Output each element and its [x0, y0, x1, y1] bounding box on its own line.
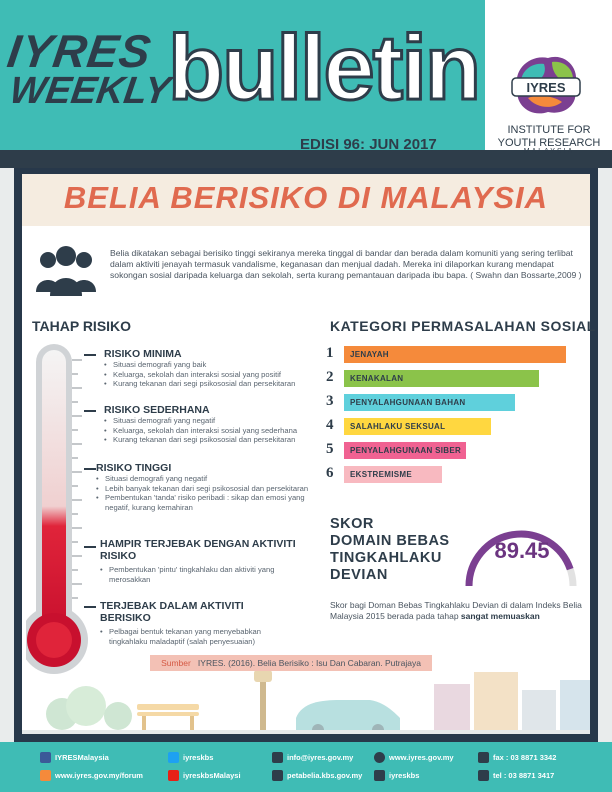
risk-level-title: RISIKO MINIMA	[104, 348, 182, 360]
risk-marker-1	[84, 354, 96, 356]
risk-heading: TAHAP RISIKO	[32, 318, 132, 334]
score-heading-line-3: TINGKAHLAKU	[330, 550, 442, 566]
risk-item: • Kurang tekanan dari segi psikososial dan persekitaran	[104, 379, 314, 389]
footer-petabelia[interactable]	[272, 770, 362, 781]
category-bar	[344, 370, 539, 387]
risk-item: • Situasi demografi yang baik	[104, 360, 314, 370]
score-heading	[330, 516, 470, 584]
risk-item: • Keluarga, sekolah dan interaksi sosial yang positif	[104, 370, 314, 380]
score-heading-line-1: SKOR	[330, 516, 374, 532]
risk-level-2	[104, 404, 314, 445]
category-label: PENYALAHGUNAAN BAHAN	[350, 398, 466, 407]
footer-email-label: info@iyres.gov.my	[287, 753, 354, 762]
score-heading-line-4: DEVIAN	[330, 567, 388, 583]
footer-facebook[interactable]	[40, 752, 109, 763]
edition-label: EDISI 96: JUN 2017	[300, 136, 437, 153]
risk-item: • Pembentukan 'pintu' tingkahlaku dan aktiviti yang merosakkan	[100, 565, 300, 584]
intro-paragraph: Belia dikatakan sebagai berisiko tinggi sekiranya mereka tinggal di bandar dan berada dalam komuniti yang sering terlibat dalam aktiviti jenayah termasuk vandalisme, keganasan dan menjual dadah. Mereka ini dilaporkan kurang mendapat sokongan sosial daripada keluarga dan sekolah, serta kurang pemantauan daripada ibu bapa. ( Swahn dan Bossarte,2009 )	[110, 248, 582, 280]
risk-marker-3	[84, 468, 96, 470]
risk-level-title: HAMPIR TERJEBAK DENGAN AKTIVITI RISIKO	[100, 538, 296, 562]
institute-line-2: YOUTH RESEARCH	[497, 137, 601, 149]
risk-item: • Lebih banyak tekanan dari segi psikososial dan persekitaran	[96, 484, 310, 494]
logo-wordmark: IYRES	[526, 80, 566, 95]
people-icon	[34, 244, 98, 296]
youtube-icon	[168, 770, 179, 781]
score-heading-line-2: DOMAIN BEBAS	[330, 533, 450, 549]
footer-twitter[interactable]	[168, 752, 213, 763]
source-text: IYRES. (2016). Belia Berisiko : Isu Dan Cabaran. Putrajaya	[197, 658, 421, 668]
risk-item: • Pembentukan 'tanda' risiko peribadi : sikap dan emosi yang negatif, kurang kemahiran	[96, 493, 310, 512]
risk-marker-4	[84, 546, 96, 548]
footer-web[interactable]	[374, 752, 454, 763]
footer	[0, 742, 612, 792]
risk-item: • Keluarga, sekolah dan interaksi sosial yang sederhana	[104, 426, 314, 436]
category-label: EKSTREMISME	[350, 470, 412, 479]
footer-youtube-label: iyreskbsMalaysi	[183, 771, 241, 780]
footer-facebook-label: IYRESMalaysia	[55, 753, 109, 762]
footer-fax	[478, 752, 556, 763]
footer-tel	[478, 770, 554, 781]
footer-forum[interactable]	[40, 770, 143, 781]
risk-item: • Pelbagai bentuk tekanan yang menyebabkan tingkahlaku maladaptif (salah penyesuaian)	[100, 627, 296, 646]
footer-email[interactable]	[272, 752, 353, 763]
category-rank: 2	[326, 369, 334, 385]
institute-country: MALAYSIA	[523, 148, 575, 155]
globe-icon	[374, 752, 385, 763]
footer-twitter-label: iyreskbs	[183, 753, 214, 762]
forum-icon	[40, 770, 51, 781]
risk-level-title: RISIKO TINGGI	[96, 462, 172, 474]
score-description-strong: sangat memuaskan	[460, 611, 540, 621]
source-citation	[150, 655, 432, 671]
footer-forum-label: www.iyres.gov.my/forum	[55, 771, 143, 780]
categories-heading: KATEGORI PERMASALAHAN SOSIAL	[330, 318, 596, 334]
score-description-text: Skor bagi Doman Bebas Tingkahlaku Devian di dalam Indeks Belia Malaysia 2015 berada pada tahap	[330, 600, 582, 621]
risk-level-title: TERJEBAK DALAM AKTIVITI BERISIKO	[100, 600, 244, 624]
footer-fax-label: fax : 03 8871 3342	[493, 753, 557, 762]
institute-name	[494, 124, 604, 150]
footer-tel-label: tel : 03 8871 3417	[493, 771, 555, 780]
risk-level-3	[96, 462, 310, 512]
footer-web-label: www.iyres.gov.my	[389, 753, 454, 762]
category-label: PENYALAHGUNAAN SIBER	[350, 446, 462, 455]
risk-level-title: RISIKO SEDERHANA	[104, 404, 210, 416]
brand-iyres: IYRES	[4, 25, 155, 77]
risk-level-5	[100, 600, 296, 646]
category-label: KENAKALAN	[350, 374, 404, 383]
category-bar	[344, 346, 566, 363]
category-bar	[344, 466, 442, 483]
footer-petabelia-label: petabelia.kbs.gov.my	[287, 771, 363, 780]
facebook-icon	[40, 752, 51, 763]
page-title: BELIA BERISIKO DI MALAYSIA	[63, 180, 549, 215]
risk-marker-5	[84, 606, 96, 608]
risk-item: • Kurang tekanan dari segi psikososial dan persekitaran	[104, 435, 314, 445]
category-bar	[344, 418, 491, 435]
risk-marker-2	[84, 410, 96, 412]
fax-icon	[478, 752, 489, 763]
category-label: JENAYAH	[350, 350, 389, 359]
category-bar	[344, 394, 515, 411]
risk-level-1	[104, 348, 314, 389]
category-rank: 5	[326, 441, 334, 457]
brand-weekly: WEEKLY	[7, 70, 173, 112]
footer-instagram-label: iyreskbs	[389, 771, 420, 780]
footer-instagram[interactable]	[374, 770, 419, 781]
category-rank: 4	[326, 417, 334, 433]
category-rank: 3	[326, 393, 334, 409]
thermometer-icon	[26, 340, 96, 680]
petabelia-icon	[272, 770, 283, 781]
phone-icon	[478, 770, 489, 781]
risk-item: • Situasi demografi yang negatif	[104, 416, 314, 426]
email-icon	[272, 752, 283, 763]
instagram-icon	[374, 770, 385, 781]
categories-chart	[326, 346, 586, 496]
score-value: 89.45	[494, 538, 550, 563]
footer-youtube[interactable]	[168, 770, 241, 781]
category-rank: 1	[326, 345, 334, 361]
source-label: Sumber	[161, 658, 191, 668]
twitter-icon	[168, 752, 179, 763]
category-bar	[344, 442, 466, 459]
risk-item: • Situasi demografi yang negatif	[96, 474, 310, 484]
risk-level-4	[100, 538, 300, 584]
score-description	[330, 600, 592, 622]
institute-line-1: INSTITUTE FOR	[507, 124, 591, 136]
category-label: SALAHLAKU SEKSUAL	[350, 422, 446, 431]
category-rank: 6	[326, 465, 334, 481]
bulletin-title: bulletin	[168, 17, 480, 119]
